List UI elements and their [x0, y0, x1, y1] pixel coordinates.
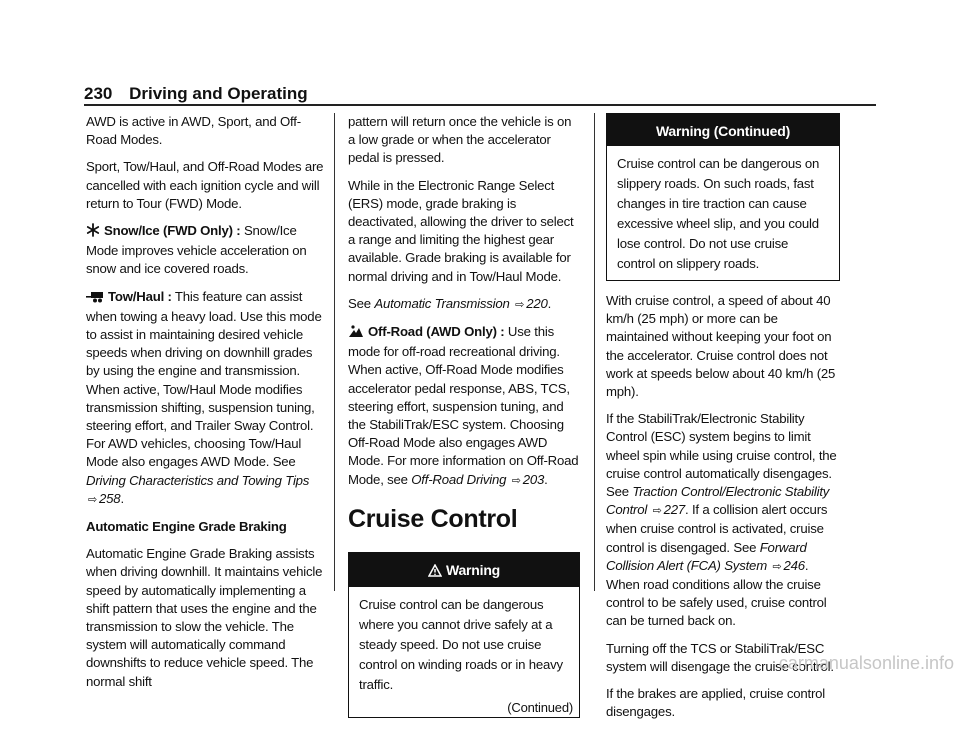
warning-header: Warning (Continued)	[607, 114, 839, 146]
warning-box	[348, 552, 580, 718]
reference-page[interactable]: 258	[99, 490, 121, 506]
tow-haul-text: This feature can assist when towing a heavy load. Use this mode to assist in maintaining desired vehicle speeds when driving on downhill grades by using the engine and transmission. When active, Tow/Haul Mode modifies transmission shifting, suspension tuning, steering effort, and Trailer Sway Control. For AWD vehicles, choosing Tow/Haul Mode also engages AWD Mode. See	[86, 288, 322, 470]
off-road-text: Use this mode for off-road recreational driving. When active, Off-Road Mode modifies accelerator pedal response, ABS, TCS, steering effort, suspension tuning, and the StabiliTrak/ESC system. Choosing Off-Road Mode also engages AWD Mode. For more information on Off-Road Mode, see	[348, 324, 579, 487]
column-2	[348, 113, 580, 718]
column-divider-1	[334, 113, 335, 591]
reference-page[interactable]: 203	[522, 471, 545, 487]
warning-header	[349, 553, 579, 587]
paragraph: Sport, Tow/Haul, and Off-Road Modes are cancelled with each ignition cycle and will return to Tour (FWD) Mode.	[86, 159, 324, 211]
paragraph: AWD is active in AWD, Sport, and Off-Road Modes.	[86, 114, 301, 148]
reference-arrow-icon: ⇨	[88, 493, 98, 506]
see-text: See	[348, 295, 371, 311]
paragraph: Turning off the TCS or StabiliTrak/ESC system will disengage the cruise control.	[606, 640, 834, 674]
paragraph: While in the Electronic Range Select (ERS) mode, grade braking is deactivated, allowing the driver to select a range and limiting the highest gear available. Grade braking is available for normal driving and in Tow/Haul Mode.	[348, 177, 574, 284]
paragraph: Automatic Engine Grade Braking assists when driving downhill. It maintains vehicle speed by automatically implementing a shift pattern that uses the engine and the transmission to slow the vehicle. The system will automatically command downshifts to reduce vehicle speed. The normal shift	[86, 546, 323, 689]
watermark: carmanualsonline.info	[778, 653, 954, 673]
snow-ice-text: Snow/Ice Mode improves vehicle acceleration on snow and ice covered roads.	[86, 223, 307, 277]
off-road-label: Off-Road (AWD Only) :	[368, 324, 505, 340]
off-road-paragraph: Off-Road (AWD Only) : Use this mode for off-road recreational driving. When active, Off-Road Mode modifies accelerator pedal response, ABS, TCS, steering effort, suspension tuning, and the StabiliTrak/ESC system. Choosing Off-Road Mode also engages AWD Mode. For more information on Off-Road Mode, see Off-Road Driving ⇨ 203.	[348, 324, 579, 487]
cross-reference-link[interactable]: Traction Control/Electronic Stability Control	[606, 484, 830, 518]
cross-reference-link[interactable]: Driving Characteristics and Towing Tips	[86, 472, 310, 488]
header-rule	[84, 104, 876, 106]
off-road-icon	[348, 324, 364, 343]
stabilitrak-paragraph	[606, 410, 840, 630]
subheading: Automatic Engine Grade Braking	[86, 519, 287, 535]
warning-text: Cruise control can be dangerous on slippery roads. On such roads, fast changes in tire traction can cause excessive wheel slip, and you could lose control. Do not use cruise control on slippery roads.	[617, 156, 820, 271]
snowflake-icon	[86, 223, 100, 242]
tow-haul-label: Tow/Haul :	[108, 288, 172, 304]
warning-box-continued	[606, 113, 840, 281]
snow-ice-label: Snow/Ice (FWD Only) :	[104, 223, 241, 239]
warning-text: Cruise control can be dangerous where you cannot drive safely at a steady speed. Do not use cruise control on winding roads or in heavy traffic.	[359, 596, 563, 692]
paragraph-text: . If a collision alert occurs when cruise control is activated, cruise control is disengaged. See	[606, 502, 828, 555]
cross-reference-link[interactable]: Automatic Transmission	[374, 295, 510, 311]
cross-reference-link[interactable]: Forward Collision Alert (FCA) System	[606, 539, 807, 573]
reference-page[interactable]: 227	[663, 502, 686, 518]
section-title: Cruise Control	[348, 504, 518, 533]
reference-page[interactable]: 220	[526, 295, 548, 311]
reference-arrow-icon: ⇨	[515, 298, 525, 311]
column-divider-2	[594, 113, 595, 591]
cross-reference-link[interactable]: Off-Road Driving	[411, 471, 507, 487]
see-reference-paragraph: See Automatic Transmission ⇨ 220.	[348, 295, 552, 311]
page-number: 230	[84, 84, 113, 103]
paragraph: pattern will return once the vehicle is on a low grade or when the accelerator pedal is pressed.	[348, 114, 572, 166]
tow-haul-paragraph: Tow/Haul : This feature can assist when towing a heavy load. Use this mode to assist in maintaining desired vehicle speeds when driving on downhill grades by using the engine and transmission. When active, Tow/Haul Mode modifies transmission shifting, suspension tuning, steering effort, and Trailer Sway Control. For AWD vehicles, choosing Tow/Haul Mode also engages AWD Mode. See Driving Characteristics and Towing Tips ⇨ 258.	[86, 288, 322, 506]
warning-title: Warning	[445, 561, 501, 578]
reference-arrow-icon: ⇨	[772, 560, 782, 573]
paragraph-text: . When road conditions allow the cruise control to be safely used, cruise control can be turned back on.	[606, 557, 827, 629]
paragraph-text: If the StabiliTrak/Electronic Stability Control (ESC) system begins to limit wheel spin while using cruise control, the cruise control automatically disengages. See	[606, 411, 837, 500]
reference-page[interactable]: 246	[783, 557, 805, 573]
reference-arrow-icon: ⇨	[652, 505, 662, 518]
paragraph: With cruise control, a speed of about 40 km/h (25 mph) or more can be maintained without keeping your foot on the accelerator. Cruise control does not work at speeds below about 40 km/h (25 mph).	[606, 293, 836, 400]
column-1	[86, 113, 326, 700]
paragraph: If the brakes are applied, cruise control disengages.	[606, 686, 826, 720]
reference-arrow-icon: ⇨	[511, 474, 521, 487]
page-header	[84, 84, 884, 104]
trailer-icon	[86, 290, 104, 308]
chapter-title: Driving and Operating	[129, 84, 308, 103]
continued-label: (Continued)	[507, 699, 573, 715]
snow-ice-paragraph	[86, 222, 326, 279]
warning-triangle-icon	[428, 563, 442, 581]
column-3	[606, 113, 840, 730]
